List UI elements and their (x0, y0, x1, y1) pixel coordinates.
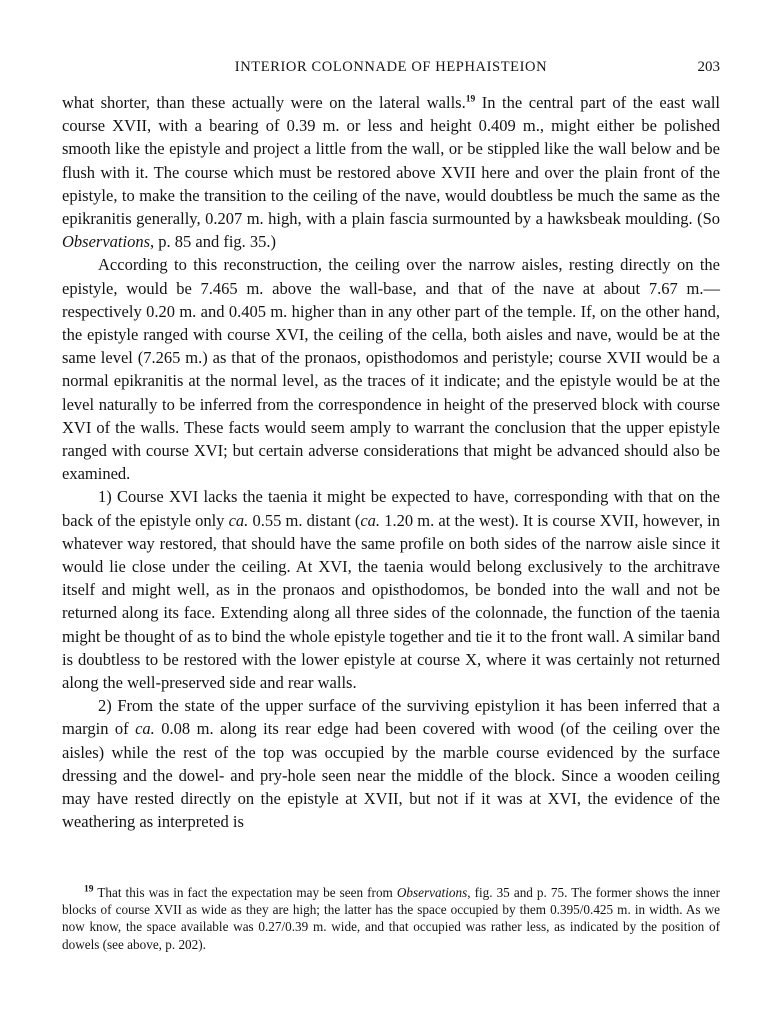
paragraph-3-text-a: 1) Course XVI lacks the taenia it might be expected to have, corresponding with that on the back of the epistyle only (62, 487, 720, 530)
paragraph-3 (62, 485, 720, 694)
paragraph-4 (62, 694, 720, 833)
body-text (62, 91, 720, 834)
footnote-reference: 19 (465, 94, 476, 105)
paragraph-1 (62, 91, 720, 253)
page-number: 203 (697, 59, 720, 75)
paragraph-1-text-a: what shorter, than these actually were on the lateral walls. (62, 93, 466, 112)
footnote-19 (62, 884, 720, 953)
running-head (62, 57, 720, 79)
paragraph-1-text-b: In the central part of the east wall course XVII, with a bearing of 0.39 m. or less and height 0.409 m., might either be polished smooth like the epistyle and project a little from the wall, or be stippled like the wall below and be flush with it. The course which must be restored above XVII here and over the plain front of the epistyle, to make the transition to the ceiling of the nave, would doubtless be much the same as the epikranitis generally, 0.207 m. high, with a plain fascia surmounted by a hawksbeak moulding. (So (62, 93, 721, 229)
footnote-text-b: , fig. 35 and p. 75. The former shows the inner blocks of course XVII as wide as they are high; the latter has the space occupied by them 0.395/0.425 m. in width. As we now know, the space available was 0.27/0.39 m. wide, and that occupied was rather less, as indicated by the position of dowels (see above, p. 202). (62, 885, 721, 952)
footnote (62, 884, 720, 953)
footnote-italic-ref: Observations (396, 885, 468, 900)
running-title: INTERIOR COLONNADE OF HEPHAISTEION (234, 59, 548, 75)
footnote-text-a: That this was in fact the expectation may be seen from (93, 885, 397, 900)
paragraph-4-text-a: 2) From the state of the upper surface of the surviving epistylion it has been inferred that a margin of (62, 696, 720, 739)
paragraph-1-text-c: , p. 85 and fig. 35.) (150, 232, 277, 252)
paragraph-3-text-b: 0.55 m. distant ( (248, 510, 361, 530)
paragraph-3-italic-ca-1: ca. (228, 510, 249, 530)
paragraph-2 (62, 253, 720, 485)
paragraph-3-italic-ca-2: ca. (360, 510, 381, 530)
paragraph-4-text-b: 0.08 m. along its rear edge had been covered with wood (of the ceiling over the aisles) while the rest of the top was occupied by the marble course evidenced by the surface dressing and the dowel- and pry-hole seen near the middle of the block. Since a wooden ceiling may have rested directly on the epistyle at XVII, but not if it was at XVI, the evidence of the weathering as interpreted is (62, 719, 720, 832)
paragraph-1-italic-ref: Observations (62, 232, 150, 252)
paragraph-4-italic-ca: ca. (135, 719, 155, 739)
footnote-mark: 19 (84, 884, 94, 895)
paragraph-2-text: According to this reconstruction, the ceiling over the narrow aisles, resting directly on the epistyle, would be 7.465 m. above the wall-base, and that of the nave at about 7.67 m.—respectively 0.20 m. and 0.405 m. higher than in any other part of the temple. If, on the other hand, the epistyle ranged with course XVI, the ceiling of the cella, both aisles and nave, would be at the same level (7.265 m.) as that of the pronaos, opisthodomos and peristyle; course XVII would be a normal epikranitis at the normal level, as the traces of it indicate; and the epistyle would be at the level naturally to be inferred from the correspondence in height of the preserved block with course XVI of the walls. These facts would seem amply to warrant the conclusion that the upper epistyle ranged with course XVI; but certain adverse considerations that might be advanced should also be examined. (62, 255, 720, 484)
paragraph-3-text-c: 1.20 m. at the west). It is course XVII, however, in whatever way restored, that should have the same profile on both sides of the narrow aisle since it would lie close under the ceiling. At XVI, the taenia would belong exclusively to the architrave itself and might well, as in the pronaos and opisthodomos, be bonded into the wall and not be returned along its face. Extending along all three sides of the colonnade, the function of the taenia might be thought of as to bind the whole epistyle together and tie it to the front wall. A similar band is doubtless to be restored with the lower epistyle at course X, where it was certainly not returned along the well-preserved side and rear walls. (62, 510, 720, 693)
